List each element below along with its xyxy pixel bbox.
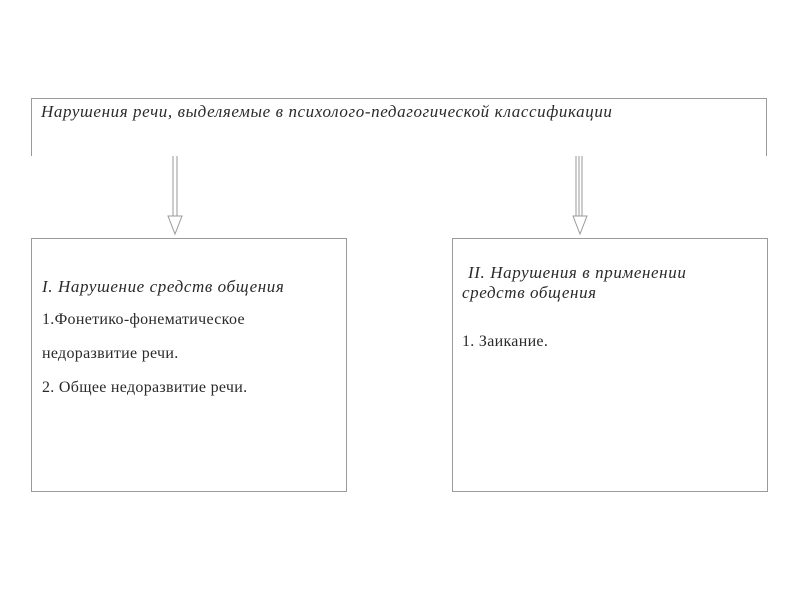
communication-means-box	[31, 238, 347, 492]
communication-usage-heading-line2: средств общения	[462, 283, 597, 302]
communication-means-heading: I. Нарушение средств общения	[42, 277, 285, 296]
list-item-phonetic-cont: недоразвитие речи.	[42, 345, 179, 362]
communication-usage-box	[452, 238, 768, 492]
communication-usage-heading	[462, 263, 762, 303]
classification-title: Нарушения речи, выделяемые в психолого-педагогической классификации	[41, 102, 613, 121]
classification-title-box	[31, 98, 767, 156]
arrow-down-left-icon	[165, 156, 185, 236]
list-item-general-underdevelopment: 2. Общее недоразвитие речи.	[42, 379, 248, 396]
list-item-phonetic: 1.Фонетико-фонематическое	[42, 311, 245, 328]
communication-usage-heading-line1: II. Нарушения в применении	[468, 263, 687, 282]
arrow-down-right-icon	[570, 156, 590, 236]
list-item-stuttering: 1. Заикание.	[462, 333, 549, 350]
